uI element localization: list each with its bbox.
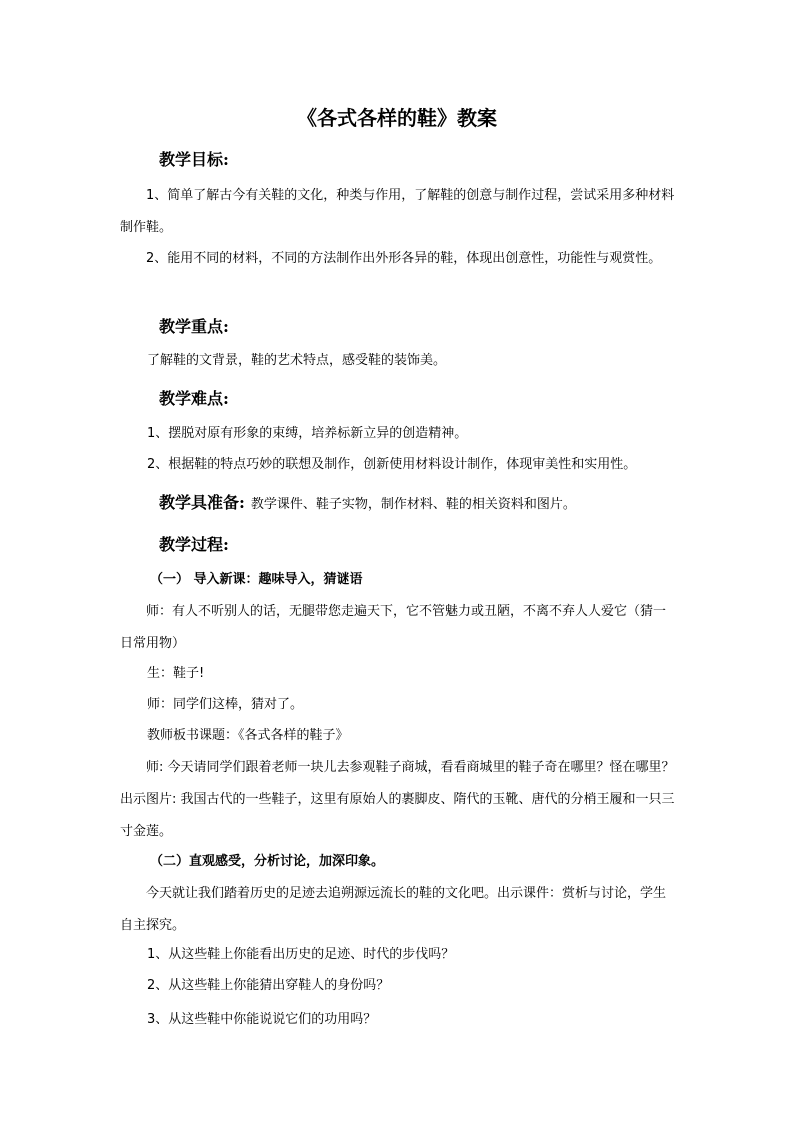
objective-item-1: 1、简单了解古今有关鞋的文化，种类与作用，了解鞋的创意与制作过程，尝试采用多种材料制作鞋。 <box>120 188 675 235</box>
section-1-line-1: 师：有人不听别人的话，无腿带您走遍天下，它不管魅力或丑陋，不离不弃人人爱它（猜一日常用物） <box>120 604 667 651</box>
document-title: 《各式各样的鞋》教案 <box>297 106 497 130</box>
difficulty-item-1: 1、摆脱对原有形象的束缚，培养标新立异的创造精神。 <box>147 426 468 441</box>
preparation-block <box>159 491 576 517</box>
section-1-line-2: 生：鞋子! <box>147 666 205 681</box>
section-2-title: （二）直观感受，分析讨论，加深印象。 <box>150 854 385 869</box>
section-2-intro: 今天就让我们踏着历史的足迹去追朔源远流长的鞋的文化吧。出示课件：赏析与讨论，学生自主探究。 <box>120 886 667 933</box>
difficulty-item-2: 2、根据鞋的特点巧妙的联想及制作，创新使用材料设计制作，体现审美性和实用性。 <box>147 457 637 472</box>
difficulties-heading: 教学难点: <box>159 389 229 408</box>
key-points-heading: 教学重点: <box>159 317 229 336</box>
objectives-heading: 教学目标: <box>159 150 229 169</box>
key-points-text: 了解鞋的文背景，鞋的艺术特点，感受鞋的装饰美。 <box>147 353 447 368</box>
section-1-line-3: 师：同学们这棒，猜对了。 <box>147 697 304 712</box>
section-1-line-4: 教师板书课题：《各式各样的鞋子》 <box>147 728 349 743</box>
question-2: 2、从这些鞋上你能猜出穿鞋人的身份吗？ <box>147 978 390 993</box>
question-3: 3、从这些鞋中你能说说它们的功用吗？ <box>147 1012 377 1027</box>
preparation-heading: 教学具准备: <box>159 493 245 512</box>
question-1: 1、从这些鞋上你能看出历史的足迹、时代的步伐吗？ <box>147 947 455 962</box>
process-heading: 教学过程: <box>159 535 229 554</box>
objective-item-2: 2、能用不同的材料，不同的方法制作出外形各异的鞋，体现出创意性，功能性与观赏性。 <box>146 251 662 266</box>
section-1-line-5: 师: 今天请同学们跟着老师一块儿去参观鞋子商城，看看商城里的鞋子奇在哪里？怪在哪里？出示图片: 我国古代的一些鞋子，这里有原始人的裹脚皮、隋代的玉靴、唐代的分梢王履和一只三寸金莲。 <box>120 760 675 839</box>
section-1-title: （一） 导入新课：趣味导入，猜谜语 <box>150 572 363 587</box>
preparation-text: 教学课件、鞋子实物，制作材料、鞋的相关资料和图片。 <box>250 497 576 512</box>
